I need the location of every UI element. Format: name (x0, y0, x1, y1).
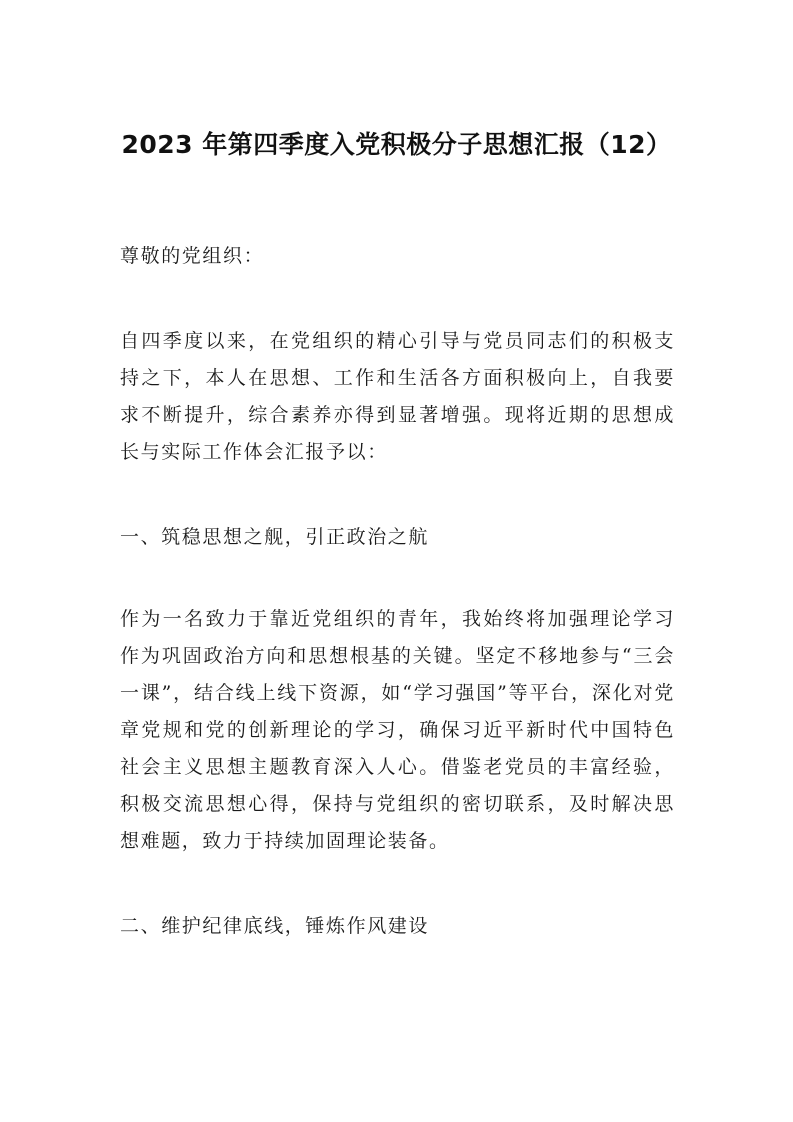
intro-paragraph: 自四季度以来，在党组织的精心引导与党员同志们的积极支持之下，本人在思想、工作和生活各方面积极向上，自我要求不断提升，综合素养亦得到显著增强。现将近期的思想成长与实际工作体会汇报予以： (120, 330, 675, 463)
document-title: 2023 年第四季度入党积极分子思想汇报（12） (121, 130, 672, 159)
section-heading: 二、维护纪律底线，锤炼作风建设 (120, 915, 430, 937)
document-body (120, 238, 675, 990)
salutation: 尊敬的党组织： (120, 245, 265, 267)
section-heading: 一、筑稳思想之舰，引正政治之航 (120, 526, 430, 548)
section-paragraph: 作为一名致力于靠近党组织的青年，我始终将加强理论学习作为巩固政治方向和思想根基的关键。坚定不移地参与“三会一课”，结合线上线下资源，如“学习强国”等平台，深化对党章党规和党的创新理论的学习，确保习近平新时代中国特色社会主义思想主题教育深入人心。借鉴老党员的丰富经验，积极交流思想心得，保持与党组织的密切联系，及时解决思想难题，致力于持续加固理论装备。 (120, 608, 675, 852)
